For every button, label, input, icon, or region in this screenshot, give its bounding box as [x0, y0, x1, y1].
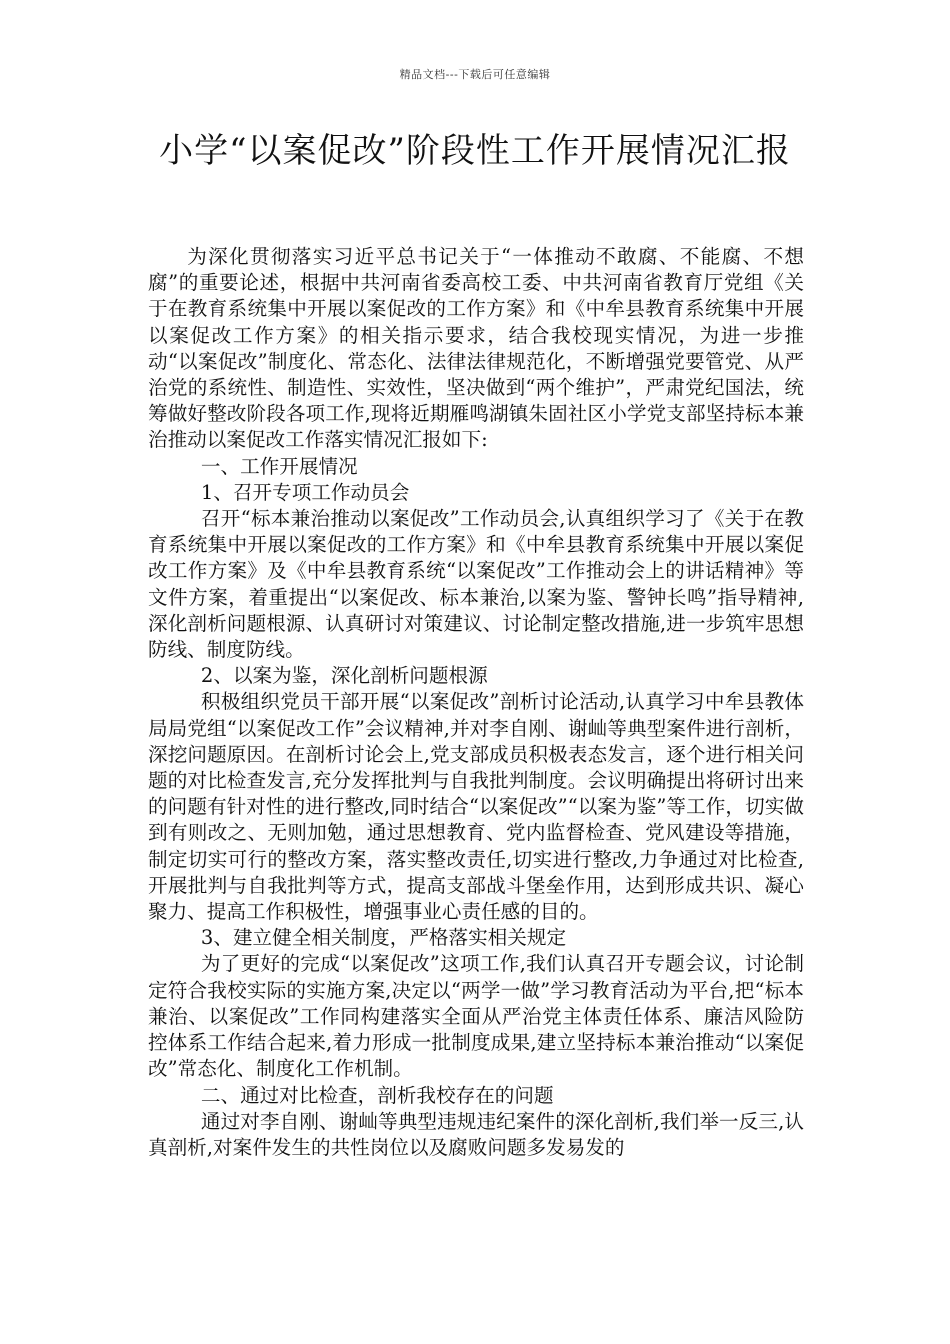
item-3-heading: 3、建立健全相关制度，严格落实相关规定	[200, 926, 567, 950]
item-2-heading: 2、以案为鉴，深化剖析问题根源	[200, 664, 488, 688]
section-2-paragraph: 通过对李自刚、谢屾等典型违规违纪案件的深化剖析,我们举一反三,认真剖析,对案件发生的共性岗位以及腐败问题多发易发的	[148, 1109, 804, 1159]
section-2-heading: 二、通过对比检查，剖析我校存在的问题	[200, 1083, 554, 1107]
section-1-heading: 一、工作开展情况	[200, 454, 358, 478]
item-1-paragraph: 召开“标本兼治推动以案促改”工作动员会,认真组织学习了《关于在教育系统集中开展以案促改的工作方案》和《中牟县教育系统集中开展以案促改工作方案》及《中牟县教育系统“以案促改”工作推动会上的讲话精神》等文件方案，着重提出“以案促改、标本兼治,以案为鉴、警钟长鸣”指导精神,深化剖析问题根源、认真研讨对策建议、讨论制定整改措施,进一步筑牢思想防线、制度防线。	[148, 507, 804, 662]
page-title: 小学“以案促改”阶段性工作开展情况汇报	[159, 131, 791, 171]
item-3-paragraph: 为了更好的完成“以案促改”这项工作,我们认真召开专题会议，讨论制定符合我校实际的实施方案,决定以“两学一做”学习教育活动为平台,把“标本兼治、以案促改”工作同构建落实全面从严治党主体责任体系、廉洁风险防控体系工作结合起来,着力形成一批制度成果,建立坚持标本兼治推动“以案促改”常态化、制度化工作机制。	[148, 952, 804, 1081]
item-1-heading: 1、召开专项工作动员会	[200, 480, 410, 504]
intro-paragraph: 为深化贯彻落实习近平总书记关于“一体推动不敢腐、不能腐、不想腐”的重要论述，根据中共河南省委高校工委、中共河南省教育厅党组《关于在教育系统集中开展以案促改的工作方案》和《中牟县教育系统集中开展以案促改工作方案》的相关指示要求，结合我校现实情况，为进一步推动“以案促改”制度化、常态化、法律法律规范化，不断增强党要管党、从严治党的系统性、制造性、实效性，坚决做到“两个维护”，严肃党纪国法，统筹做好整改阶段各项工作,现将近期雁鸣湖镇朱固社区小学党支部坚持标本兼治推动以案促改工作落实情况汇报如下:	[148, 245, 804, 452]
document-body	[148, 244, 804, 1161]
header-note: 精品文档---下载后可任意编辑	[399, 68, 551, 81]
item-2-paragraph: 积极组织党员干部开展“以案促改”剖析讨论活动,认真学习中牟县教体局局党组“以案促改工作”会议精神,并对李自刚、谢屾等典型案件进行剖析，深挖问题原因。在剖析讨论会上,党支部成员积极表态发言，逐个进行相关问题的对比检查发言,充分发挥批判与自我批判制度。会议明确提出将研讨出来的问题有针对性的进行整改,同时结合“以案促改”“以案为鉴”等工作，切实做到有则改之、无则加勉，通过思想教育、党内监督检查、党风建设等措施，制定切实可行的整改方案，落实整改责任,切实进行整改,力争通过对比检查,开展批判与自我批判等方式，提高支部战斗堡垒作用，达到形成共识、凝心聚力、提高工作积极性，增强事业心责任感的目的。	[148, 690, 804, 924]
